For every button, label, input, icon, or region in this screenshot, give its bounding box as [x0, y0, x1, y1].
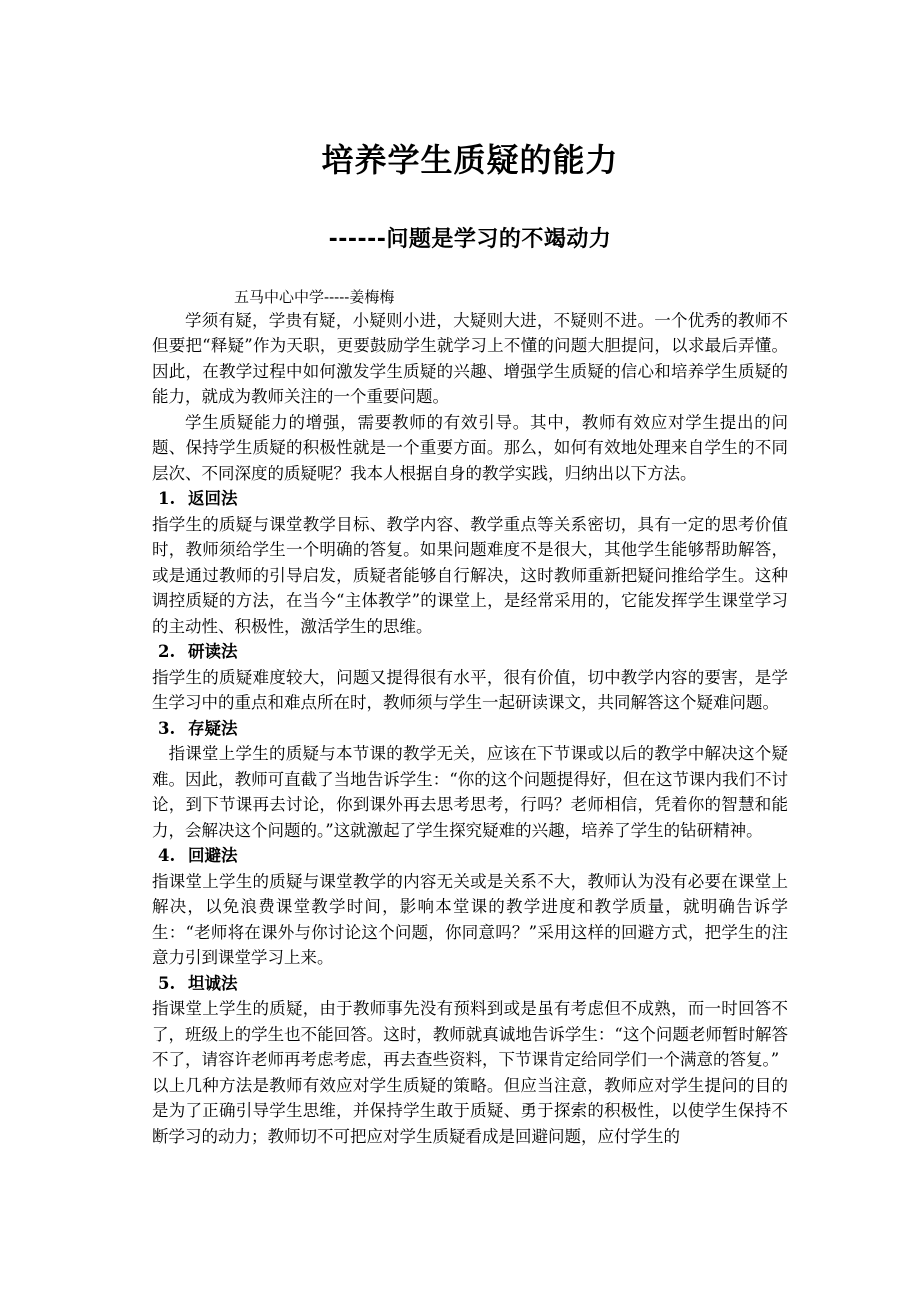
list-item	[152, 716, 788, 844]
intro-paragraph-1: 学须有疑，学贵有疑，小疑则小进，大疑则大进，不疑则不进。一个优秀的教师不但要把“释疑”作为天职，更要鼓励学生就学习上不懂的问题大胆提问，以求最后弄懂。因此，在教学过程中如何激发学生质疑的兴趣、增强学生质疑的信心和培养学生质疑的能力，就成为教师关注的一个重要问题。	[152, 310, 788, 407]
section-heading-label-2: 研读法	[188, 642, 238, 662]
section-heading-label-5: 坦诚法	[188, 973, 238, 993]
section-heading-5	[152, 971, 788, 997]
section-body-2: 指学生的质疑难度较大，问题又提得很有水平，很有价值，切中教学内容的要害，是学生学习中的重点和难点所在时，教师须与学生一起研读课文，共同解答这个疑难问题。	[152, 667, 788, 713]
document-content	[152, 0, 788, 1149]
section-number-1: 1.	[158, 489, 176, 509]
methods-list	[152, 486, 788, 1073]
section-body-3: 指课堂上学生的质疑与本节课的教学无关，应该在下节课或以后的教学中解决这个疑难。因此，教师可直截了当地告诉学生：“你的这个问题提得好，但在这节课内我们不讨论，到下节课再去讨论，你到课外再去思考思考，行吗？老师相信，凭着你的智慧和能力，会解决这个问题的。”这就激起了学生探究疑难的兴趣，培养了学生的钻研精神。	[152, 744, 788, 840]
section-body-4: 指课堂上学生的质疑与课堂教学的内容无关或是关系不大，教师认为没有必要在课堂上解决，以免浪费课堂教学时间，影响本堂课的教学进度和教学质量，就明确告诉学生：“老师将在课外与你讨论这个问题，你同意吗？”采用这样的回避方式，把学生的注意力引到课堂学习上来。	[152, 871, 788, 968]
list-item	[152, 971, 788, 1073]
section-number-3: 3.	[158, 718, 176, 738]
section-heading-label-1: 返回法	[188, 489, 238, 509]
section-heading-3	[152, 716, 788, 742]
document-title: 培养学生质疑的能力	[321, 141, 619, 179]
document-subtitle: ------问题是学习的不竭动力	[328, 227, 612, 252]
list-item	[152, 486, 788, 639]
author-byline: 五马中心中学-----姜梅梅	[234, 287, 395, 306]
section-number-5: 5.	[158, 973, 176, 993]
list-item	[152, 639, 788, 716]
section-heading-4	[152, 843, 788, 869]
section-heading-label-3: 存疑法	[188, 718, 238, 738]
list-item	[152, 843, 788, 971]
section-number-4: 4.	[158, 846, 176, 866]
section-heading-1	[152, 486, 788, 512]
section-number-2: 2.	[158, 642, 176, 662]
section-heading-label-4: 回避法	[188, 846, 238, 866]
intro-paragraph-2: 学生质疑能力的增强，需要教师的有效引导。其中，教师有效应对学生提出的问题、保持学生质疑的积极性就是一个重要方面。那么，如何有效地处理来自学生的不同层次、不同深度的质疑呢？我本人根据自身的教学实践，归纳出以下方法。	[152, 412, 788, 483]
section-body-5: 指课堂上学生的质疑，由于教师事先没有预料到或是虽有考虑但不成熟，而一时回答不了，班级上的学生也不能回答。这时，教师就真诚地告诉学生：“这个问题老师暂时解答不了，请容许老师再考虑考虑，再去查些资料，下节课肯定给同学们一个满意的答复。”	[152, 999, 788, 1070]
closing-paragraph: 以上几种方法是教师有效应对学生质疑的策略。但应当注意，教师应对学生提问的目的是为了正确引导学生思维，并保持学生敢于质疑、勇于探索的积极性，以使学生保持不断学习的动力；教师切不可把应对学生质疑看成是回避问题，应付学生的	[152, 1075, 788, 1146]
section-heading-2	[152, 639, 788, 665]
section-body-1: 指学生的质疑与课堂教学目标、教学内容、教学重点等关系密切，具有一定的思考价值时，教师须给学生一个明确的答复。如果问题难度不是很大，其他学生能够帮助解答，或是通过教师的引导启发，质疑者能够自行解决，这时教师重新把疑问推给学生。这种调控质疑的方法，在当今“主体教学”的课堂上，是经常采用的，它能发挥学生课堂学习的主动性、积极性，激活学生的思维。	[152, 514, 788, 636]
